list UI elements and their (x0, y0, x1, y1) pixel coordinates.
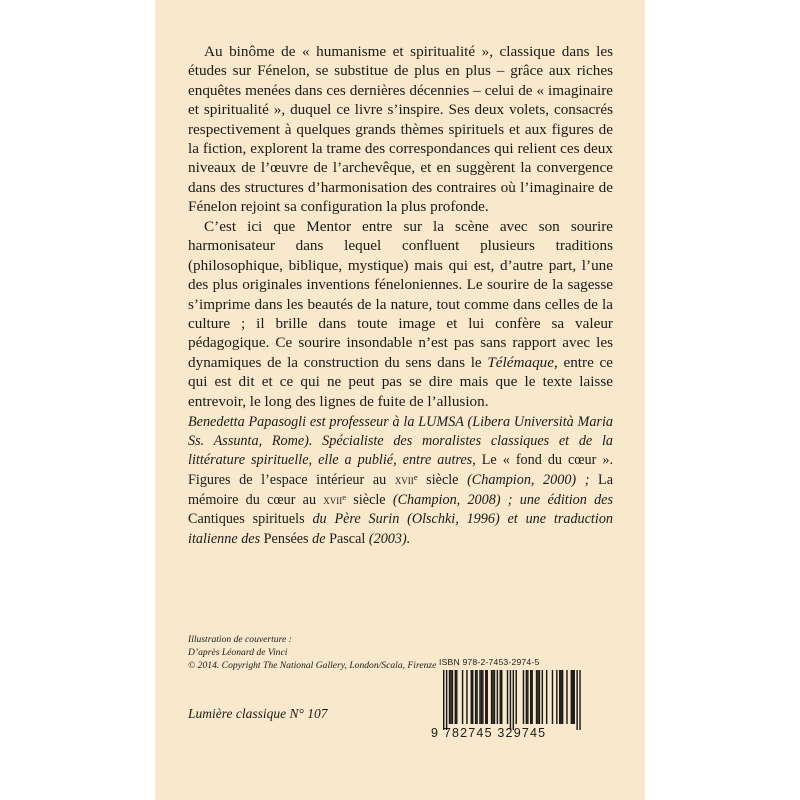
barcode-bar (579, 670, 580, 730)
barcode-bar (501, 670, 502, 724)
paragraph-2-text-b: , entre ce qui est dit et ce qui ne peut pas se dire mais que le texte laisse entrevoir, le long des lignes de fuite de l’allusion. (188, 353, 613, 410)
barcode-bar (542, 670, 543, 724)
barcode-bar (516, 670, 517, 724)
author-biography (188, 413, 613, 549)
credits-line-3: © 2014. Copyright The National Gallery, London/Scala, Firenze (188, 660, 437, 671)
barcode-bar (526, 670, 527, 724)
bio-title-1-text: Le « fond du cœur ». Figures de l’espace intérieur au (188, 452, 613, 489)
barcode-bar (487, 670, 488, 724)
bio-text-3: (Champion, 2008) ; une édition des (385, 492, 614, 509)
barcode-bar (466, 670, 467, 724)
barcode-bar (559, 670, 560, 724)
barcode-bar (566, 670, 567, 724)
bio-title-2-sup: e (342, 492, 347, 503)
barcode-bar (556, 670, 557, 724)
barcode-bar (479, 670, 480, 724)
barcode-bar (527, 670, 528, 724)
paragraph-2-text-a: C’est ici que Mentor entre sur la scène avec son sourire harmonisateur dans lequel confluent plusieurs traditions (philosophique, biblique, mystique) mais qui est, d’autre part, l’une des plus originales inventions féneloniennes. Le sourire de la sagesse s’imprime dans les beautés de la nature, tout comme dans celles de la culture ; il brille dans toute image et lui confère sa valeur pédagogique. Ce sourire insondable n’est pas sans rapport avec les dynamiques de la construction du sens dans le (188, 218, 613, 371)
bio-title-1-end: siècle (417, 472, 459, 489)
bio-title-2-end: siècle (346, 492, 386, 509)
barcode-bar (485, 670, 486, 724)
bio-text-2: (Champion, 2000) ; (458, 472, 599, 489)
bio-title-2-century: xvii (323, 492, 343, 508)
bio-title-1-sup: e (413, 472, 418, 483)
barcode-bar (450, 670, 451, 724)
credits-line-1: Illustration de couverture : (188, 634, 292, 645)
barcode-bar (571, 670, 572, 724)
barcode-bar (476, 670, 477, 724)
barcode-digits: 9 782745 329745 (431, 726, 547, 740)
description-paragraph-1 (188, 42, 613, 217)
bio-title-1-century: xvii (394, 472, 414, 488)
barcode-bar (456, 670, 457, 724)
barcode-bar (475, 670, 476, 724)
barcode-bar (513, 670, 514, 730)
barcode-bar (572, 670, 573, 724)
barcode-bar (462, 670, 463, 724)
barcode-bar (530, 670, 531, 724)
barcode-bar (539, 670, 540, 724)
isbn-barcode-block (431, 657, 591, 747)
barcode-bar (537, 670, 538, 724)
barcode-bar (552, 670, 553, 724)
bio-title-2-text: La mémoire du cœur au (188, 472, 614, 509)
paragraph-2-book-title: Télémaque (487, 353, 554, 371)
barcode-bar (507, 670, 508, 724)
barcode-bar (492, 670, 493, 724)
paragraph-1-text: Au binôme de « humanisme et spiritualité », classique dans les études sur Fénelon, se substitue de plus en plus – grâce aux riches enquêtes menées dans ces dernières décennies – celui de « imaginaire et spiritualité », duquel ce livre s’inspire. Ses deux volets, consacrés respectivement à quelques grands thèmes spirituels et aux figures de la fiction, explorent la trame des correspondances qui relient ces deux niveaux de l’œuvre de l’archevêque, et en suggèrent la convergence dans des structures d’harmonisation des contraires où l’imaginaire de Fénelon rejoint sa configuration la plus profonde. (188, 43, 613, 216)
bio-text-6: (2003). (365, 530, 411, 547)
bio-text-1: Benedetta Papasogli est professeur à la LUMSA (Libera Università Maria Ss. Assunta, Rome). Spécialiste des moralistes classiques et de la littérature spirituelle, elle a publié, entre autres, (188, 414, 613, 469)
barcode-bar (531, 670, 532, 724)
barcode-bar (560, 670, 561, 724)
barcode-bar (510, 670, 511, 730)
barcode-bar (452, 670, 453, 724)
barcode-bar (536, 670, 537, 724)
barcode-bar (455, 670, 456, 724)
barcode-bar (449, 670, 450, 724)
barcode-bar (562, 670, 563, 724)
barcode-bar (446, 670, 447, 730)
barcode-bar (494, 670, 495, 724)
barcode-bar (443, 670, 444, 730)
barcode-bar (491, 670, 492, 724)
barcode-bar (523, 670, 524, 724)
barcode-bar (500, 670, 501, 724)
description-paragraph-2 (188, 217, 613, 411)
barcode-bar (482, 670, 483, 724)
bio-text-5: de (308, 530, 330, 547)
series-label: Lumière classique N° 107 (188, 706, 328, 721)
bio-title-3: Cantiques spirituels (188, 511, 305, 528)
back-cover (155, 0, 645, 800)
bio-text-4: du Père Surin (Olschki, 1996) et une traduction italienne des (188, 511, 614, 547)
barcode-bar (576, 670, 577, 730)
barcode-bar (472, 670, 473, 724)
bio-title-4: Pensées (263, 530, 309, 547)
credits-line-2: D’après Léonard de Vinci (188, 647, 288, 658)
barcode-bar (481, 670, 482, 724)
bio-title-5: Pascal (329, 530, 366, 547)
barcode-bar (574, 670, 575, 724)
barcode-bar (546, 670, 547, 724)
barcode-image (431, 670, 591, 730)
barcode-bar (471, 670, 472, 724)
barcode-bar (497, 670, 498, 724)
isbn-label: ISBN 978-2-7453-2974-5 (439, 657, 540, 667)
